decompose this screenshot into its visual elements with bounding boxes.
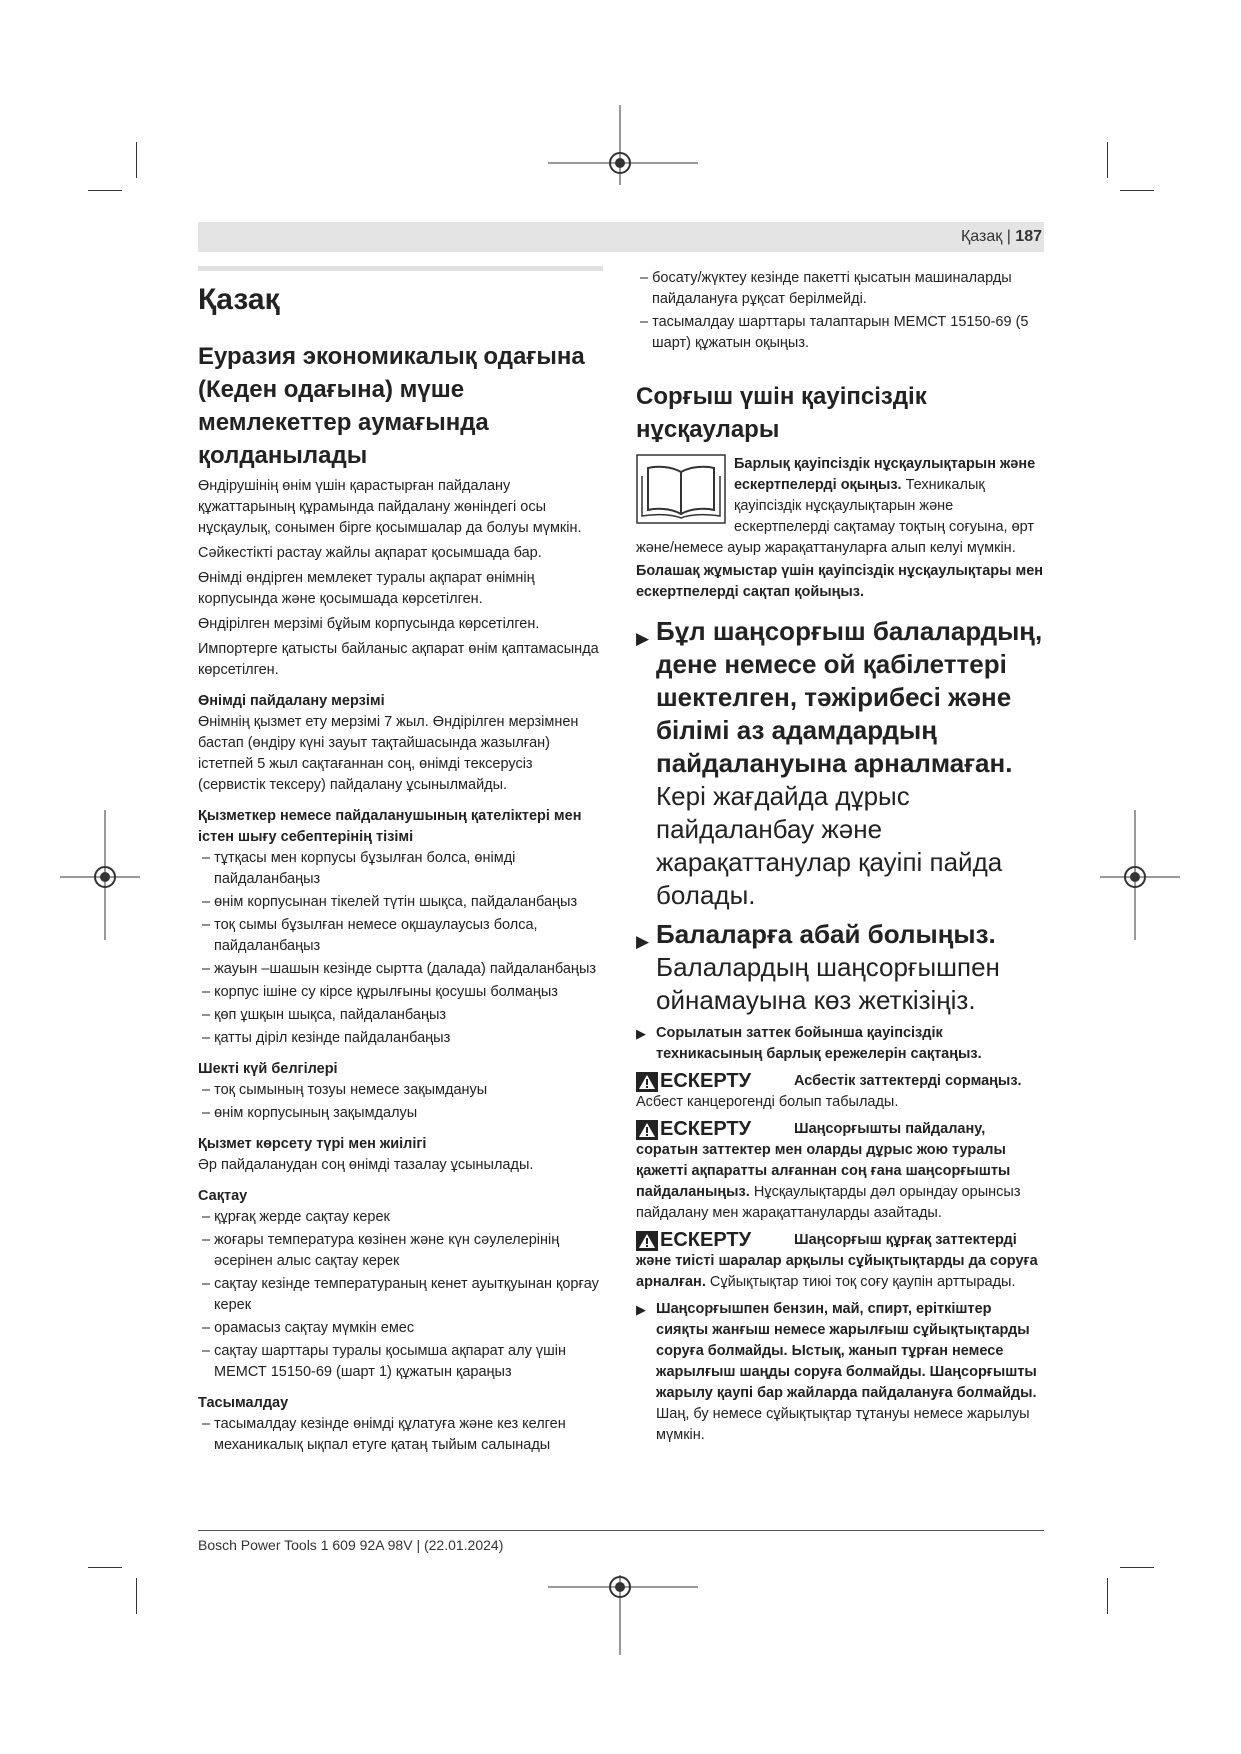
footer-rule (198, 1530, 1044, 1531)
intro-paragraph: Импортерге қатысты байланыс ақпарат өнім қаптамасында көрсетілген. (198, 641, 599, 678)
safety-item (636, 1299, 1044, 1446)
list-item: – жоғары температура көзінен және күн сәулелерінің әсерінен алыс сақтау керек (198, 1230, 604, 1272)
read-text: Техникалық қауіпсіздік нұсқаулықтарын және ескертпелерді сақтамау тоқтың соғуына, өрт және/немесе ауыр жарақаттануларға алып келуі мүмкін. (636, 477, 1035, 556)
transport-list (198, 1414, 604, 1456)
section-title-eaeu: Еуразия экономикалық одағына (Кеден одағына) мүше мемлекеттер аумағында қолданылады (198, 343, 585, 469)
life-text: Өнімнің қызмет ету мерзімі 7 жыл. Өндірілген мерзімнен бастап (өндіру күні зауыт тақтайшасында жазылған) істетпей 5 жыл сақтағаннан соң, өнімді тексерусіз (сервистік тексеру) пайдалану ұсынылмайды. (198, 714, 579, 793)
registration-mark-top (548, 105, 698, 185)
safety-item-big (636, 615, 1044, 912)
big2-text: Балалардың шаңсорғышпен ойнамауына көз жеткізіңіз. (656, 952, 1000, 1015)
warn1-text: Асбест канцерогенді болып табылады. (636, 1094, 899, 1110)
list-item: – қатты діріл кезінде пайдаланбаңыз (198, 1028, 604, 1049)
triangle-bullet-icon: ▶ (636, 1026, 646, 1041)
left-column (198, 282, 604, 1458)
list-item: – жауын –шашын кезінде сыртта (далада) пайдаланбаңыз (198, 959, 604, 980)
warn3-text: Сұйықтықтар тиюі тоқ соғу қаупін арттырады. (705, 1274, 1016, 1290)
storage-list (198, 1207, 604, 1383)
list-item: – өнім корпусының зақымдалуы (198, 1103, 604, 1124)
warning-label: ЕСКЕРТУ (660, 1229, 752, 1251)
big2-bold: Балаларға абай болыңыз. (656, 919, 996, 949)
warn3-bold: Шаңсорғыш құрғақ заттектерді және тиісті шаралар арқылы сұйықтықтарды да соруға арналған. (636, 1232, 1038, 1290)
safety-item-big (636, 918, 1044, 1017)
footer: Bosch Power Tools 1 609 92A 98V | (22.01.2024) (198, 1537, 504, 1553)
list-item: – сақтау кезінде температураның кенет ауытқуынан қорғау керек (198, 1274, 604, 1316)
warn2-bold: Шаңсорғышты пайдалану, соратын заттектер мен оларды дұрыс жою туралы қажетті ақпаратты алғаннан соң ғана шаңсорғышты пайдаланыңыз. (636, 1121, 1011, 1200)
header-language: Қазақ (960, 228, 1003, 245)
read-manual-book-icon (636, 454, 726, 524)
transport-title: Тасымалдау (198, 1395, 289, 1411)
service-text: Әр пайдаланудан соң өнімді тазалау ұсынылады. (198, 1157, 534, 1173)
intro-paragraph: Өнімді өндірген мемлекет туралы ақпарат өнімнің корпусында және қосымшада көрсетілген. (198, 570, 535, 607)
list-item: – өнім корпусынан тікелей түтін шықса, пайдаланбаңыз (198, 892, 604, 913)
read-block (636, 454, 1044, 559)
safety-item (636, 1023, 1044, 1065)
list-item: – тоқ сымы бұзылған немесе оқшаулаусыз болса, пайдаланбаңыз (198, 915, 604, 957)
right-column (636, 268, 1044, 1452)
list-item: – тұтқасы мен корпусы бұзылған болса, өнімді пайдаланбаңыз (198, 848, 604, 890)
triangle-bullet-icon: ▶ (636, 629, 650, 648)
errors-title: Қызметкер немесе пайдаланушының қателіктері мен істен шығу себептерінің тізімі (198, 808, 582, 845)
bullet2-text: Шаң, бу немесе сұйықтықтар тұтануы немесе жарылуы мүмкін. (656, 1406, 1030, 1443)
intro-paragraph: Өндірілген мерзімі бұйым корпусында көрсетілген. (198, 616, 540, 632)
list-item: – тасымалдау кезінде өнімді құлатуға және кез келген механикалық ықпал етуге қатаң тыйым салынады (198, 1414, 604, 1456)
transport-cont-list (636, 268, 1044, 354)
keep-bold: Болашақ жұмыстар үшін қауіпсіздік нұсқаулықтары мен ескертпелерді сақтап қойыңыз. (636, 563, 1044, 600)
intro-paragraph: Өндірушінің өнім үшін қарастырған пайдалану құжаттарының құрамында пайдалану жөніндегі осы нұсқаулық, сонымен бірге қосымшалар да болуы мүмкін. (198, 478, 582, 536)
page-header: Қазақ | 187 (960, 228, 1042, 245)
list-item: – орамасыз сақтау мүмкін емес (198, 1318, 604, 1339)
warning-label: ЕСКЕРТУ (660, 1070, 752, 1092)
list-item: – құрғақ жерде сақтау керек (198, 1207, 604, 1228)
list-item: – корпус ішіне су кірсе құрылғыны қосушы болмаңыз (198, 982, 604, 1003)
warning-triangle-icon (636, 1120, 658, 1140)
warning-triangle-icon (636, 1072, 658, 1092)
warning-block (636, 1071, 1044, 1113)
intro-paragraph: Сәйкестікті растау жайлы ақпарат қосымшада бар. (198, 545, 542, 561)
bullet2-bold: Шаңсорғышпен бензин, май, спирт, еріткіштер сияқты жанғыш немесе жарылғыш сұйықтықтарды соруға болмайды. Ыстық, жанып тұрған немесе жарылғыш шаңды соруға болмайды. Шаңсорғышты жарылу қаупі бар жайларда пайдалануға болмайды. (656, 1301, 1037, 1401)
triangle-bullet-icon: ▶ (636, 1302, 646, 1317)
registration-mark-bottom (548, 1575, 698, 1655)
errors-list (198, 848, 604, 1049)
page-number: 187 (1015, 228, 1042, 245)
list-item: – тоқ сымының тозуы немесе зақымдануы (198, 1080, 604, 1101)
life-title: Өнімді пайдалану мерзімі (198, 693, 385, 709)
warning-label: ЕСКЕРТУ (660, 1118, 752, 1140)
title-rule (198, 266, 603, 271)
safety-title: Сорғыш үшін қауіпсіздік нұсқаулары (636, 383, 927, 443)
warning-block (636, 1230, 1044, 1293)
service-title: Қызмет көрсету түрі мен жиілігі (198, 1136, 427, 1152)
storage-title: Сақтау (198, 1188, 248, 1204)
limits-title: Шекті күй белгілері (198, 1061, 338, 1077)
list-item: – босату/жүктеу кезінде пакетті қысатын машиналарды пайдалануға рұқсат берілмейді. (636, 268, 1044, 310)
read-bold: Барлық қауіпсіздік нұсқаулықтарын және ескертпелерді оқыңыз. (734, 456, 1036, 493)
warn2-text: Нұсқаулықтарды дәл орындау орынсыз пайдалану мен жарақаттануларды азайтады. (636, 1184, 1021, 1221)
header-bar (198, 222, 1044, 252)
warn1-bold: Асбестік заттектерді сормаңыз. (794, 1073, 1022, 1089)
registration-mark-left (60, 810, 140, 940)
triangle-bullet-icon: ▶ (636, 932, 650, 951)
list-item: – тасымалдау шарттары талаптарын МЕМСТ 15150-69 (5 шарт) құжатын оқыңыз. (636, 312, 1044, 354)
limits-list (198, 1080, 604, 1124)
bullet1-bold: Сорылатын заттек бойынша қауіпсіздік техникасының барлық ережелерін сақтаңыз. (656, 1025, 982, 1062)
registration-mark-right (1100, 810, 1180, 940)
warning-block (636, 1119, 1044, 1224)
list-item: – сақтау шарттары туралы қосымша ақпарат алу үшін МЕМСТ 15150-69 (шарт 1) құжатын қараңыз (198, 1341, 604, 1383)
warning-triangle-icon (636, 1231, 658, 1251)
big1-bold: Бұл шаңсорғыш балалардың, дене немесе ой қабілеттері шектелген, тәжірибесі және білімі аз адамдардың пайдалануына арналмаған. (656, 616, 1043, 778)
list-item: – қөп ұшқын шықса, пайдаланбаңыз (198, 1005, 604, 1026)
page-title: Қазақ (198, 283, 280, 316)
big1-text: Кері жағдайда дұрыс пайдаланбау және жарақаттанулар қауіпі пайда болады. (656, 781, 1003, 910)
